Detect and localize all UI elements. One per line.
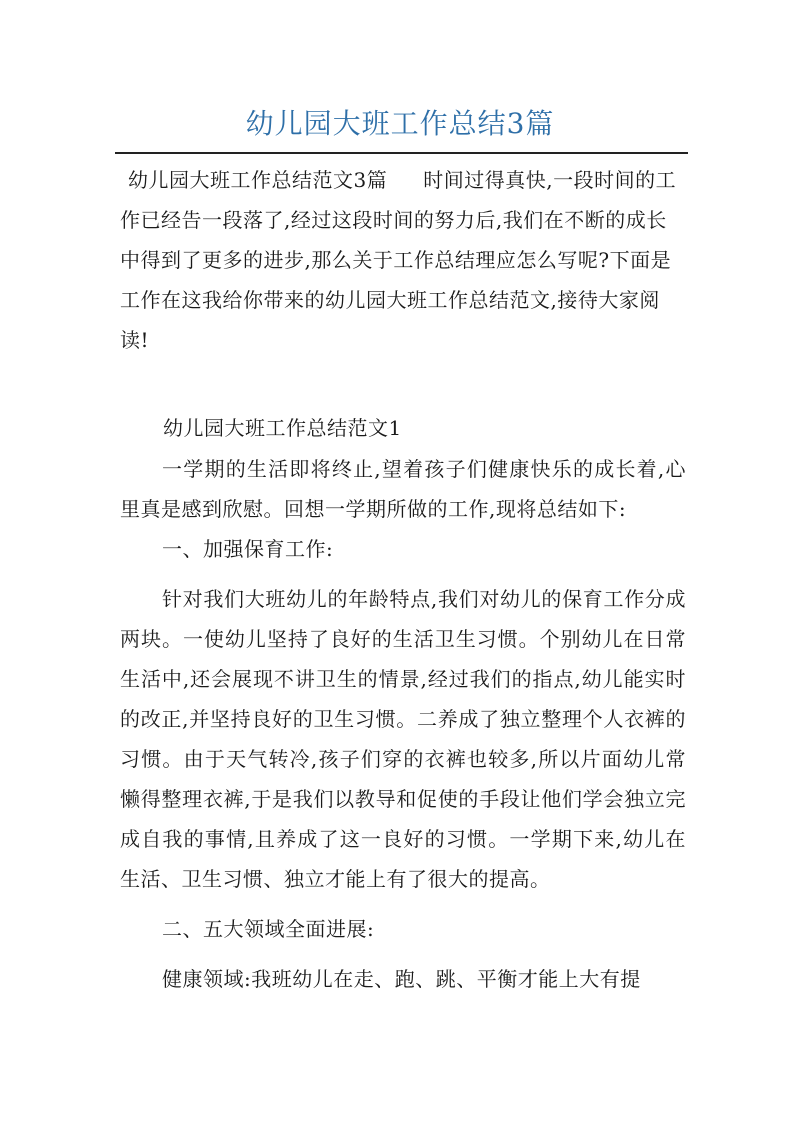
intro-paragraph (120, 160, 686, 360)
title-divider (115, 152, 688, 154)
paragraph-summary-intro: 一学期的生活即将终止,望着孩子们健康快乐的成长着,心里真是感到欣慰。回想一学期所做的工作,现将总结如下: (120, 457, 686, 521)
paragraph-care-work: 针对我们大班幼儿的年龄特点,我们对幼儿的保育工作分成两块。一使幼儿坚持了良好的生活卫生习惯。个别幼儿在日常生活中,还会展现不讲卫生的情景,经过我们的指点,幼儿能实时的改正,并坚持良好的卫生习惯。二养成了独立整理个人衣裤的习惯。由于天气转冷,孩子们穿的衣裤也较多,所以片面幼儿常懒得整理衣裤,于是我们以教导和促使的手段让他们学会独立完成自我的事情,且养成了这一良好的习惯。一学期下来,幼儿在生活、卫生习惯、独立才能上有了很大的提高。 (120, 587, 686, 891)
section-1-heading: 幼儿园大班工作总结范文1 (163, 416, 402, 440)
subheading-five-domains: 二、五大领域全面进展: (162, 917, 375, 941)
subheading-care-work: 一、加强保育工作: (162, 537, 334, 561)
intro-lead: 幼儿园大班工作总结范文3篇 (128, 168, 388, 192)
section-1-body (120, 449, 686, 999)
intro-text: 时间过得真快,一段时间的工作已经告一段落了,经过这段时间的努力后,我们在不断的成长中得到了更多的进步,那么关于工作总结理应怎么写呢?下面是工作在这我给你带来的幼儿园大班工作总结范文,接待大家阅读! (120, 168, 677, 352)
document-title: 幼儿园大班工作总结3篇 (245, 107, 555, 140)
paragraph-health-domain: 健康领域:我班幼儿在走、跑、跳、平衡才能上大有提 (162, 967, 641, 991)
